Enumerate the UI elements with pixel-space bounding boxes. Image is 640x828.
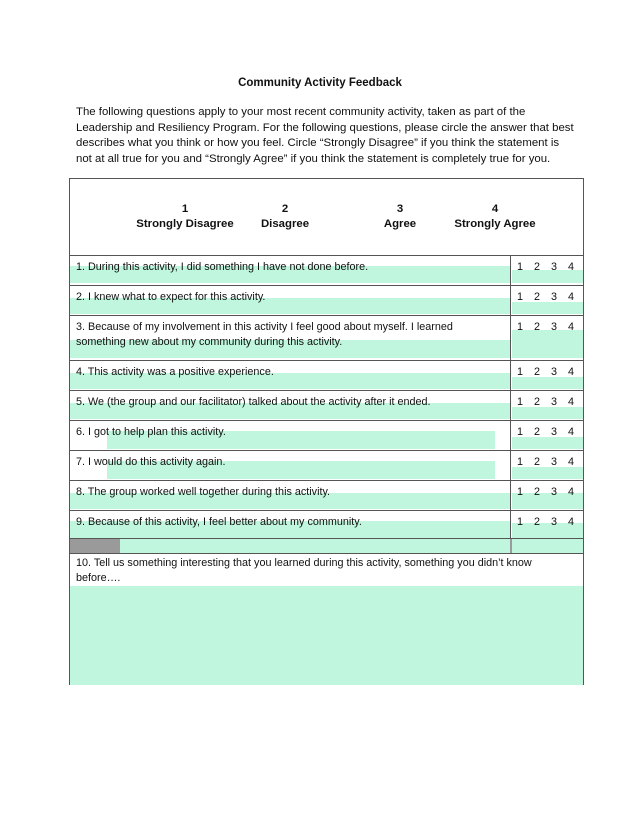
rating-options xyxy=(510,286,583,315)
scale-number: 1 xyxy=(181,203,189,215)
scale-label: Disagree xyxy=(260,218,310,230)
rating-1[interactable]: 1 xyxy=(517,396,524,408)
rating-3[interactable]: 3 xyxy=(551,426,558,438)
rating-3[interactable]: 3 xyxy=(551,366,558,378)
scale-option-3 xyxy=(365,202,435,232)
rating-3[interactable]: 3 xyxy=(551,486,558,498)
rating-2[interactable]: 2 xyxy=(534,516,541,528)
rating-2[interactable]: 2 xyxy=(534,321,541,333)
rating-2[interactable]: 2 xyxy=(534,426,541,438)
rating-options xyxy=(510,421,583,450)
rating-1[interactable]: 1 xyxy=(517,261,524,273)
rating-options xyxy=(510,481,583,510)
rating-options xyxy=(510,316,583,360)
question-row xyxy=(70,510,583,538)
rating-2[interactable]: 2 xyxy=(534,396,541,408)
scale-header xyxy=(70,179,583,255)
rating-4[interactable]: 4 xyxy=(568,516,575,528)
open-answer-field[interactable] xyxy=(70,586,583,685)
question-row xyxy=(70,480,583,510)
rating-1[interactable]: 1 xyxy=(517,486,524,498)
rating-1[interactable]: 1 xyxy=(517,456,524,468)
rating-4[interactable]: 4 xyxy=(568,366,575,378)
question-text: 1. During this activity, I did something I have not done before. xyxy=(76,261,369,273)
rating-2[interactable]: 2 xyxy=(534,261,541,273)
rating-2[interactable]: 2 xyxy=(534,456,541,468)
separator-row xyxy=(70,538,583,553)
rating-1[interactable]: 1 xyxy=(517,321,524,333)
rating-3[interactable]: 3 xyxy=(551,321,558,333)
separator-fill xyxy=(120,539,510,553)
question-row xyxy=(70,450,583,480)
rating-1[interactable]: 1 xyxy=(517,516,524,528)
rating-options xyxy=(510,451,583,480)
question-row xyxy=(70,420,583,450)
question-text: 2. I knew what to expect for this activity. xyxy=(76,291,266,303)
rating-4[interactable]: 4 xyxy=(568,396,575,408)
rating-2[interactable]: 2 xyxy=(534,291,541,303)
question-text: 5. We (the group and our facilitator) talked about the activity after it ended. xyxy=(76,396,431,408)
rating-4[interactable]: 4 xyxy=(568,261,575,273)
rating-3[interactable]: 3 xyxy=(551,516,558,528)
rating-options xyxy=(510,391,583,420)
rating-4[interactable]: 4 xyxy=(568,426,575,438)
rating-3[interactable]: 3 xyxy=(551,291,558,303)
rating-1[interactable]: 1 xyxy=(517,291,524,303)
question-text: 8. The group worked well together during this activity. xyxy=(76,486,331,498)
scale-number: 4 xyxy=(491,203,499,215)
rating-options xyxy=(510,256,583,285)
scale-number: 2 xyxy=(281,203,289,215)
question-row xyxy=(70,315,583,360)
scale-label: Strongly Agree xyxy=(454,218,536,230)
feedback-form xyxy=(69,178,584,685)
rating-options xyxy=(510,511,583,538)
question-row xyxy=(70,255,583,285)
rating-4[interactable]: 4 xyxy=(568,321,575,333)
rating-4[interactable]: 4 xyxy=(568,291,575,303)
scale-option-2 xyxy=(255,202,315,232)
rating-1[interactable]: 1 xyxy=(517,426,524,438)
page-title: Community Activity Feedback xyxy=(238,77,402,89)
question-text: 7. I would do this activity again. xyxy=(76,456,226,468)
scale-number: 3 xyxy=(396,203,404,215)
scale-option-1 xyxy=(110,202,260,232)
open-question-text: 10. Tell us something interesting that you learned during this activity, something you didn’t know before…. xyxy=(76,557,532,584)
rating-4[interactable]: 4 xyxy=(568,456,575,468)
open-question-row xyxy=(70,553,583,684)
question-text: 4. This activity was a positive experience. xyxy=(76,366,274,378)
instructions-paragraph: The following questions apply to your most recent community activity, taken as part of the Leadership and Resiliency Program. For the following questions, please circle the answer that best describes what you think or how you feel. Circle “Strongly Disagree” if you think the statement is not at all true for you and “Strongly Agree” if you think the statement is completely true for you. xyxy=(76,106,574,165)
rating-3[interactable]: 3 xyxy=(551,261,558,273)
separator-fill-right xyxy=(512,539,583,553)
question-row xyxy=(70,360,583,390)
question-row xyxy=(70,285,583,315)
question-row xyxy=(70,390,583,420)
rating-4[interactable]: 4 xyxy=(568,486,575,498)
rating-1[interactable]: 1 xyxy=(517,366,524,378)
question-text: 3. Because of my involvement in this activity I feel good about myself. I learned something new about my community during this activity. xyxy=(76,321,453,348)
scale-label: Strongly Disagree xyxy=(136,218,234,230)
scale-option-4 xyxy=(440,202,550,232)
question-text: 9. Because of this activity, I feel better about my community. xyxy=(76,516,362,528)
rating-3[interactable]: 3 xyxy=(551,396,558,408)
rating-options xyxy=(510,361,583,390)
rating-2[interactable]: 2 xyxy=(534,486,541,498)
rating-2[interactable]: 2 xyxy=(534,366,541,378)
rating-3[interactable]: 3 xyxy=(551,456,558,468)
question-text: 6. I got to help plan this activity. xyxy=(76,426,226,438)
scale-label: Agree xyxy=(383,218,417,230)
gray-cell xyxy=(70,539,120,553)
